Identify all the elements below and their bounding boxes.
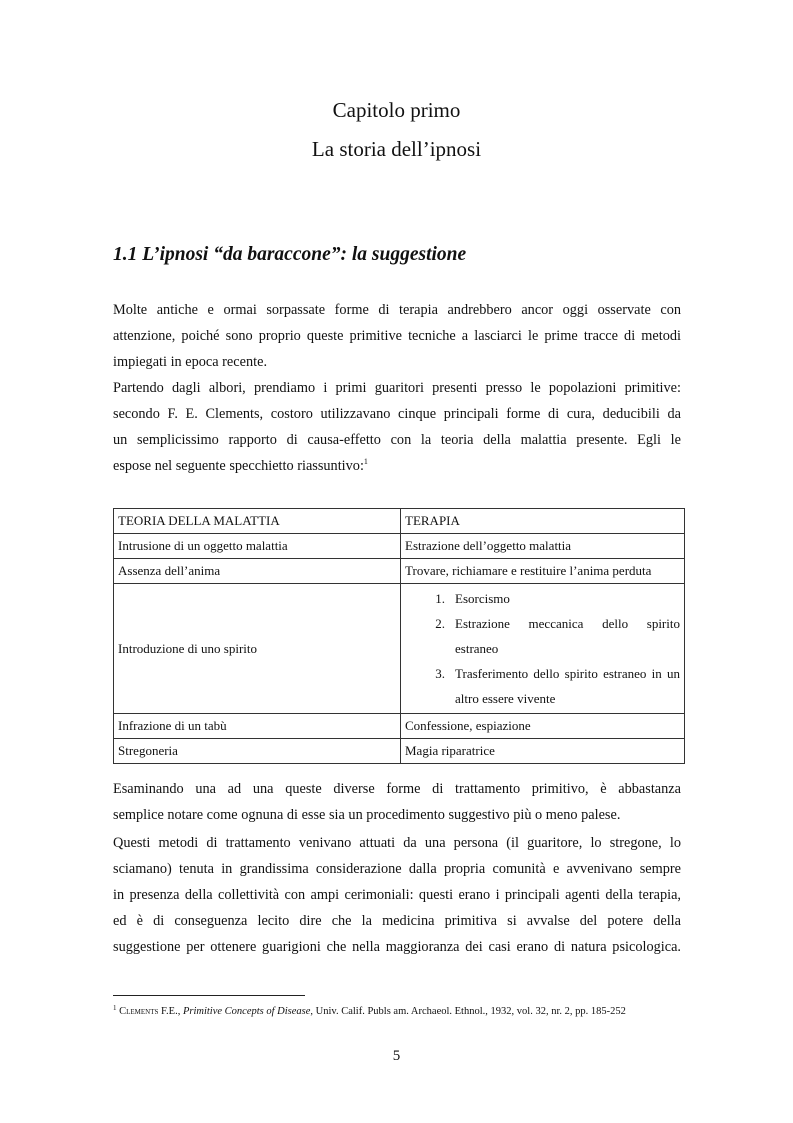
footnote-title: Primitive Concepts of Disease xyxy=(182,1006,311,1017)
table-row xyxy=(114,534,685,559)
table-row xyxy=(114,739,685,764)
paragraph-line: Partendo dagli albori, prendiamo i primi guaritori presenti presso le popolazioni primitive: xyxy=(113,380,681,396)
list-item-text: Trasferimento dello spirito estraneo in un xyxy=(455,666,680,681)
list-item xyxy=(401,611,680,661)
list-number: 3. xyxy=(435,666,445,681)
paragraph-line: Esaminando una ad una queste diverse forme di trattamento primitivo, è abbastanza xyxy=(113,781,681,797)
table-row xyxy=(114,584,685,714)
paragraph-line: impiegati in epoca recente. xyxy=(113,354,268,370)
paragraph-line: semplice notare come ognuna di esse sia un procedimento suggestivo più o meno palese. xyxy=(113,807,621,823)
therapy-table xyxy=(113,508,685,764)
footnote-details: , Univ. Calif. Publs am. Archaeol. Ethnol., 1932, vol. 32, nr. 2, pp. 185-252 xyxy=(310,1006,626,1017)
paragraph-1 xyxy=(113,297,681,375)
footnote-separator xyxy=(113,995,305,996)
list-number: 2. xyxy=(435,616,445,631)
table-row xyxy=(114,559,685,584)
paragraph-4 xyxy=(113,830,681,960)
paragraph-line: un semplicissimo rapporto di causa-effetto con la teoria della malattia presente. Egli le xyxy=(113,432,681,448)
paragraph-2 xyxy=(113,375,681,479)
cell-therapy-list xyxy=(401,584,685,714)
cell-theory: Assenza dell’anima xyxy=(114,559,401,584)
paragraph-line: Questi metodi di trattamento venivano attuati da una persona (il guaritore, lo stregone, lo xyxy=(113,835,681,851)
list-item-text: Esorcismo xyxy=(455,591,510,606)
section-heading: 1.1 L’ipnosi “da baraccone”: la suggestione xyxy=(113,244,467,265)
footnote-author: Clements F.E., xyxy=(119,1006,181,1017)
list-number: 1. xyxy=(435,591,445,606)
therapy-numbered-list xyxy=(401,586,680,711)
cell-therapy: Estrazione dell’oggetto malattia xyxy=(401,534,685,559)
paragraph-line: in presenza della collettività con ampi cerimoniali: questi erano i principali agenti della terapia, xyxy=(113,887,681,903)
paragraph-line-text: espose nel seguente specchietto riassuntivo: xyxy=(113,458,364,474)
table-row xyxy=(114,714,685,739)
paragraph-line: ed è di conseguenza lecito dire che la medicina primitiva si avvalse del potere della xyxy=(113,913,681,929)
cell-theory: Infrazione di un tabù xyxy=(114,714,401,739)
footnote-reference: 1 xyxy=(363,457,368,466)
paragraph-3 xyxy=(113,776,681,828)
list-item-text: Estrazione meccanica dello spirito xyxy=(455,616,680,631)
list-item xyxy=(401,586,680,611)
cell-therapy: Confessione, espiazione xyxy=(401,714,685,739)
chapter-title: La storia dell’ipnosi xyxy=(311,137,482,161)
table-header-row xyxy=(114,509,685,534)
cell-theory: Intrusione di un oggetto malattia xyxy=(114,534,401,559)
cell-theory: Stregoneria xyxy=(114,739,401,764)
footnote-marker: 1 xyxy=(113,1004,117,1012)
chapter-number: Capitolo primo xyxy=(332,98,461,122)
header-theory: TEORIA DELLA MALATTIA xyxy=(114,509,401,534)
list-item-text: estraneo xyxy=(455,641,499,656)
page-number: 5 xyxy=(392,1048,401,1064)
paragraph-line xyxy=(113,453,681,479)
footnote xyxy=(113,1005,626,1019)
paragraph-line: attenzione, poiché sono proprio queste primitive tecniche a lasciarci le prime tracce di metodi xyxy=(113,328,681,344)
paragraph-line: secondo F. E. Clements, costoro utilizzavano cinque principali forme di cura, deducibili da xyxy=(113,406,681,422)
paragraph-line: sciamano) tenuta in grandissima considerazione dalla propria comunità e avvenivano sempre xyxy=(113,861,681,877)
list-item-text: altro essere vivente xyxy=(455,691,556,706)
cell-therapy: Magia riparatrice xyxy=(401,739,685,764)
list-item xyxy=(401,661,680,711)
paragraph-line: suggestione per ottenere guarigioni che nella maggioranza dei casi erano di natura psicologica. xyxy=(113,939,681,955)
cell-theory: Introduzione di uno spirito xyxy=(114,584,401,714)
header-therapy: TERAPIA xyxy=(401,509,685,534)
cell-therapy: Trovare, richiamare e restituire l’anima perduta xyxy=(401,559,685,584)
paragraph-line: Molte antiche e ormai sorpassate forme di terapia andrebbero ancor oggi osservate con xyxy=(113,302,681,318)
